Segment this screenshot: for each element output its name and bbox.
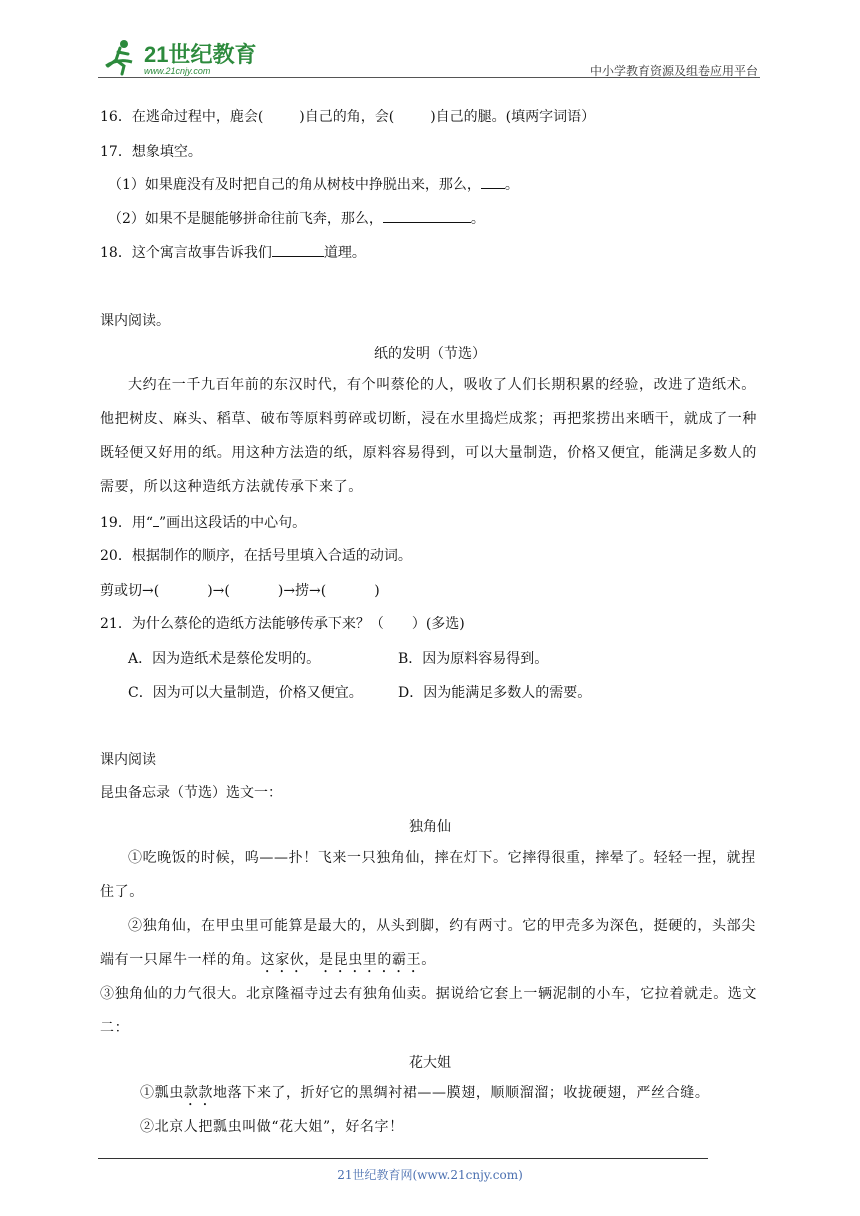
question-17-1 <box>108 174 519 194</box>
essay-1-p2-text: ②独角仙，在甲虫里可能算是最大的，从头到脚，约有两寸。它的甲壳多为深色，挺硬的，头部尖端有一只犀牛一样的角。 <box>100 918 756 968</box>
q20-step-1: 剪或切→( <box>100 583 160 599</box>
question-20-title: 20．根据制作的顺序，在括号里填入合适的动词。 <box>100 548 412 564</box>
logo-url: www.21cnjy.com <box>144 66 211 76</box>
section-1-label: 课内阅读。 <box>100 313 170 329</box>
question-20-chain <box>100 580 380 600</box>
question-17-2 <box>108 208 485 228</box>
q19-text-a: 19．用“ <box>100 515 153 531</box>
q20-step-2: )→( <box>207 583 230 599</box>
logo-text: 21世纪教育 <box>144 42 257 67</box>
q16-text-a: 16．在逃命过程中，鹿会( <box>100 109 264 125</box>
runner-logo-icon <box>98 36 268 78</box>
essay-1-title: 独角仙 <box>409 819 451 835</box>
essay-1-paragraph-2 <box>100 909 762 977</box>
platform-name: 中小学教育资源及组卷应用平台 <box>589 64 758 78</box>
essay-2-paragraph-1 <box>140 1076 762 1110</box>
q17-1-end: 。 <box>504 177 519 193</box>
q16-text-b: )自己的角，会( <box>299 109 395 125</box>
site-logo <box>98 36 268 78</box>
q21-option-c[interactable]: C．因为可以大量制造，价格又便宜。 <box>128 685 363 701</box>
header-divider <box>98 77 760 78</box>
q17-1-blank[interactable] <box>481 176 505 189</box>
essay-1-paragraph-1: ①吃晚饭的时候，呜——扑！飞来一只独角仙，摔在灯下。它摔得很重，摔晕了。轻轻一捏，就捏住了。 <box>100 850 756 900</box>
section-2-intro: 昆虫备忘录（节选）选文一： <box>100 785 282 801</box>
question-19 <box>100 512 306 532</box>
footer-divider <box>98 1158 708 1159</box>
question-17-title: 17．想象填空。 <box>100 144 202 160</box>
essay-2-paragraph-2: ②北京人把瓢虫叫做“花大姐”，好名字！ <box>140 1119 404 1135</box>
q17-2-text: （2）如果不是腿能够拼命往前飞奔，那么， <box>108 211 383 227</box>
essay-2-p1-text-a: ①瓢虫 <box>140 1085 184 1101</box>
essay-2-title: 花大姐 <box>409 1055 451 1071</box>
question-21-title: 21．为什么蔡伦的造纸方法能够传承下来？（ ）(多选) <box>100 616 465 632</box>
q16-text-c: )自己的腿。(填两字词语） <box>430 109 596 125</box>
q17-2-blank[interactable] <box>383 210 471 223</box>
essay-2-p1-text-b: 地落下来了，折好它的黑绸衬裙——膜翅，顺顺溜溜；收拢硬翅，严丝合缝。 <box>213 1085 710 1101</box>
essay-2-p1-dotted: 款款 <box>183 1085 214 1101</box>
q18-text-a: 18．这个寓言故事告诉我们 <box>100 245 272 261</box>
essay-1-p2-dotted: 这家伙，是昆虫里的霸王。 <box>260 952 436 968</box>
q17-1-text: （1）如果鹿没有及时把自己的角从树枝中挣脱出来，那么， <box>108 177 481 193</box>
section-1-title: 纸的发明（节选） <box>374 346 486 362</box>
q20-step-4: ) <box>374 583 380 599</box>
question-18 <box>100 242 366 262</box>
q18-blank[interactable] <box>272 244 324 257</box>
q21-option-a[interactable]: A．因为造纸术是蔡伦发明的。 <box>128 651 321 667</box>
q21-option-d[interactable]: D．因为能满足多数人的需要。 <box>398 685 592 701</box>
q18-text-b: 道理。 <box>323 245 366 261</box>
q21-option-b[interactable]: B．因为原料容易得到。 <box>398 651 549 667</box>
footer-link[interactable]: 21世纪教育网(www.21cnjy.com) <box>337 1168 523 1182</box>
q20-step-3: )→捞→( <box>277 583 327 599</box>
question-16 <box>100 106 595 126</box>
essay-1-paragraph-3: ③独角仙的力气很大。北京隆福寺过去有独角仙卖。据说给它套上一辆泥制的小车，它拉着就走。选文二： <box>100 986 757 1036</box>
q19-text-b: ”画出这段话的中心句。 <box>158 515 307 531</box>
q17-2-end: 。 <box>470 211 485 227</box>
section-1-passage: 大约在一千九百年前的东汉时代，有个叫蔡伦的人，吸收了人们长期积累的经验，改进了造纸术。他把树皮、麻头、稻草、破布等原料剪碎或切断，浸在水里捣烂成浆；再把浆捞出来晒干，就成了一种既轻便又好用的纸。用这种方法造的纸，原料容易得到，可以大量制造，价格又便宜，能满足多数人的需要，所以这种造纸方法就传承下来了。 <box>100 377 757 495</box>
section-2-label: 课内阅读 <box>100 752 156 768</box>
